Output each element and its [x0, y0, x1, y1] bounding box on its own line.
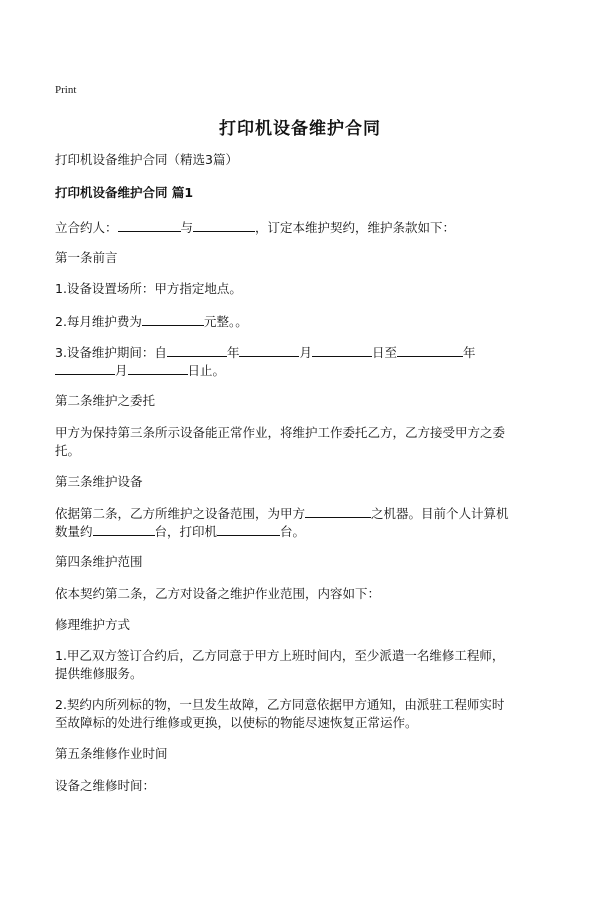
article-1-item-2 — [55, 313, 248, 330]
repair-item-2-line-2: 至故障标的处进行维修或更换，以使标的物能尽速恢复正常运作。 — [55, 715, 418, 730]
start-month-blank — [239, 344, 299, 357]
start-year-unit: 年 — [226, 345, 240, 360]
parties-and: 与 — [180, 220, 194, 235]
article-4-heading: 第四条维护范围 — [55, 554, 143, 569]
fee-label: 2.每月维护费为 — [55, 314, 142, 329]
end-month-unit: 月 — [115, 363, 128, 378]
start-day-blank — [312, 344, 372, 357]
article-2-heading: 第二条维护之委托 — [55, 393, 156, 408]
print-label: Print — [55, 84, 77, 96]
article-1-item-1: 1.设备设置场所：甲方指定地点。 — [55, 281, 242, 296]
end-month-blank — [55, 362, 115, 375]
parties-label: 立合约人： — [55, 220, 118, 235]
party-b-blank — [193, 219, 255, 232]
scope-tail: 之机器。目前个人计算机 — [371, 506, 509, 521]
repair-item-1-line-2: 提供维修服务。 — [55, 666, 143, 681]
article-5-heading: 第五条维修作业时间 — [55, 746, 168, 761]
end-day-unit: 日止。 — [187, 363, 226, 378]
article-1-item-3 — [55, 344, 476, 361]
document-title: 打印机设备维护合同 — [219, 119, 381, 139]
parties-tail: ，订定本维护契约，维护条款如下： — [255, 220, 456, 235]
start-month-unit: 月 — [299, 345, 312, 360]
party-a-blank — [118, 219, 181, 232]
printer-count-blank — [217, 523, 280, 536]
repair-item-1-line-1: 1.甲乙双方签订合约后，乙方同意于甲方上班时间内，至少派遣一名维修工程师， — [55, 648, 505, 663]
parties-line — [55, 219, 455, 236]
printer-label: 台，打印机 — [154, 524, 218, 539]
article-1-item-3-cont — [55, 362, 225, 379]
article-3-heading: 第三条维护设备 — [55, 474, 143, 489]
document-subtitle: 打印机设备维护合同（精选3篇） — [55, 152, 238, 167]
start-day-unit: 日至 — [371, 345, 397, 360]
end-year-blank — [397, 344, 463, 357]
pc-count-label: 数量约 — [55, 524, 93, 539]
period-label: 3.设备维护期间：自 — [55, 345, 167, 360]
start-year-blank — [167, 344, 227, 357]
pc-count-blank — [93, 523, 155, 536]
article-3-para-line-1 — [55, 505, 509, 522]
article-2-para-line-2: 托。 — [55, 443, 81, 458]
article-2-para-line-1: 甲方为保持第三条所示设备能正常作业，将维护工作委托乙方，乙方接受甲方之委 — [55, 425, 506, 440]
article-3-para-line-2 — [55, 523, 305, 540]
repair-method-heading: 修理维护方式 — [55, 617, 131, 632]
fee-blank — [142, 313, 204, 326]
article-5-para: 设备之维修时间： — [55, 778, 156, 793]
end-year-unit: 年 — [462, 345, 476, 360]
article-1-heading: 第一条前言 — [55, 250, 118, 265]
repair-item-2-line-1: 2.契约内所列标的物，一旦发生故障，乙方同意依据甲方通知，由派驻工程师实时 — [55, 697, 505, 712]
scope-text: 依据第二条，乙方所维护之设备范围，为甲方 — [55, 506, 306, 521]
section-heading: 打印机设备维护合同 篇1 — [55, 185, 194, 200]
printer-unit: 台。 — [280, 524, 306, 539]
article-4-para: 依本契约第二条，乙方对设备之维护作业范围，内容如下： — [55, 586, 381, 601]
machine-blank — [305, 505, 371, 518]
fee-unit: 元整。。 — [203, 314, 248, 329]
end-day-blank — [128, 362, 188, 375]
